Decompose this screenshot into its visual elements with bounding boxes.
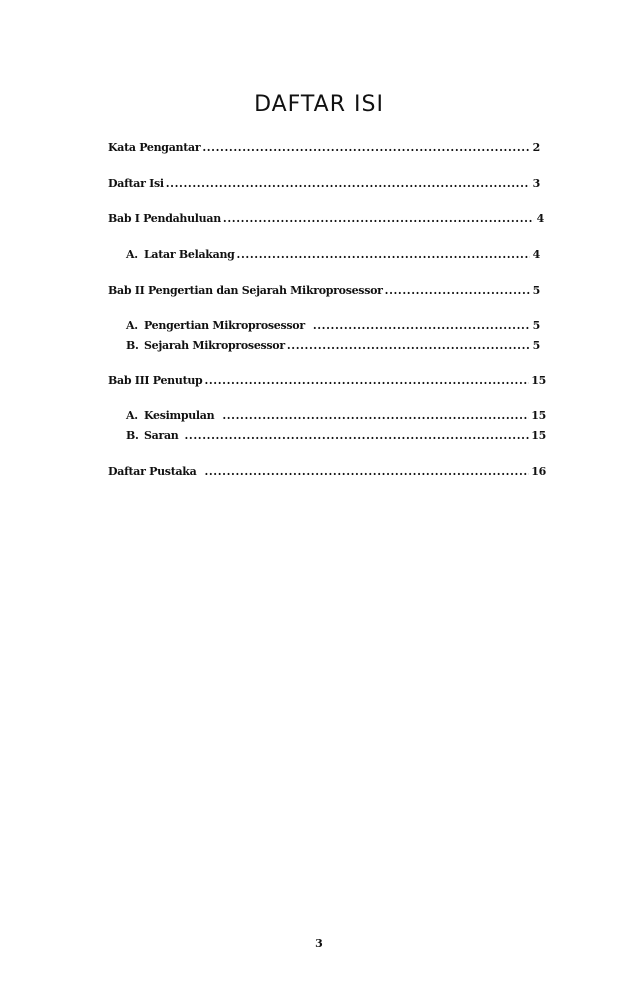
toc-entry-label: Kata Pengantar [108,141,201,154]
toc-entry-page: 15 [531,409,546,422]
toc-entry-text: Pengertian Mikroprosessor [144,319,305,332]
toc-leader-dots [185,429,530,443]
toc-entry-label: Bab II Pengertian dan Sejarah Mikroprosessor [108,284,383,297]
toc-entry-label: Bab III Penutup [108,374,203,387]
toc-entry [108,374,546,388]
toc-subentry [126,248,540,262]
toc-entry-letter: A. [126,248,138,261]
toc-entry-letter: A. [126,319,138,332]
toc-entry-text: Kesimpulan [144,409,215,422]
toc-entry-label [126,339,285,353]
toc-entry-text: Sejarah Mikroprosessor [144,339,285,352]
toc-subentry [126,339,540,353]
toc-entry-label: Daftar Isi [108,177,164,190]
toc-entry-page: 2 [532,141,540,154]
page-title: DAFTAR ISI [254,92,384,117]
toc-leader-dots [237,248,530,262]
toc-leader-dots [287,339,530,353]
toc-entry-page: 4 [532,248,540,261]
toc-subentry [126,319,540,333]
toc-entry-page: 5 [532,284,540,297]
toc-leader-dots [202,141,530,155]
toc-leader-dots [204,465,529,479]
toc-leader-dots [204,374,529,388]
toc-leader-dots [166,177,530,191]
toc-entry-label: Daftar Pustaka [108,465,197,478]
toc-entry [108,212,544,226]
toc-entry [108,284,540,298]
toc-subentry [126,409,546,423]
toc-entry-letter: A. [126,409,138,422]
toc-leader-dots [222,409,529,423]
toc-entry [108,177,540,191]
toc-entry-letter: B. [126,339,139,352]
toc-entry-page: 15 [531,429,546,442]
toc-entry [108,465,546,479]
page-number: 3 [315,937,323,950]
toc-entry-page: 16 [531,465,546,478]
toc-entry [108,141,540,155]
toc-entry-page: 4 [536,212,544,225]
toc-entry-page: 15 [531,374,546,387]
toc-leader-dots [223,212,534,226]
toc-subentry [126,429,546,443]
toc-entry-label [126,429,179,443]
toc-entry-page: 5 [532,339,540,352]
toc-entry-text: Saran [144,429,179,442]
toc-entry-label [126,319,305,333]
toc-entry-label [126,248,235,262]
toc-entry-page: 3 [532,177,540,190]
toc-entry-label: Bab I Pendahuluan [108,212,221,225]
toc-entry-text: Latar Belakang [144,248,235,261]
toc-entry-letter: B. [126,429,139,442]
toc-leader-dots [385,284,530,298]
toc-entry-page: 5 [532,319,540,332]
toc-entry-label [126,409,214,423]
toc-leader-dots [313,319,530,333]
